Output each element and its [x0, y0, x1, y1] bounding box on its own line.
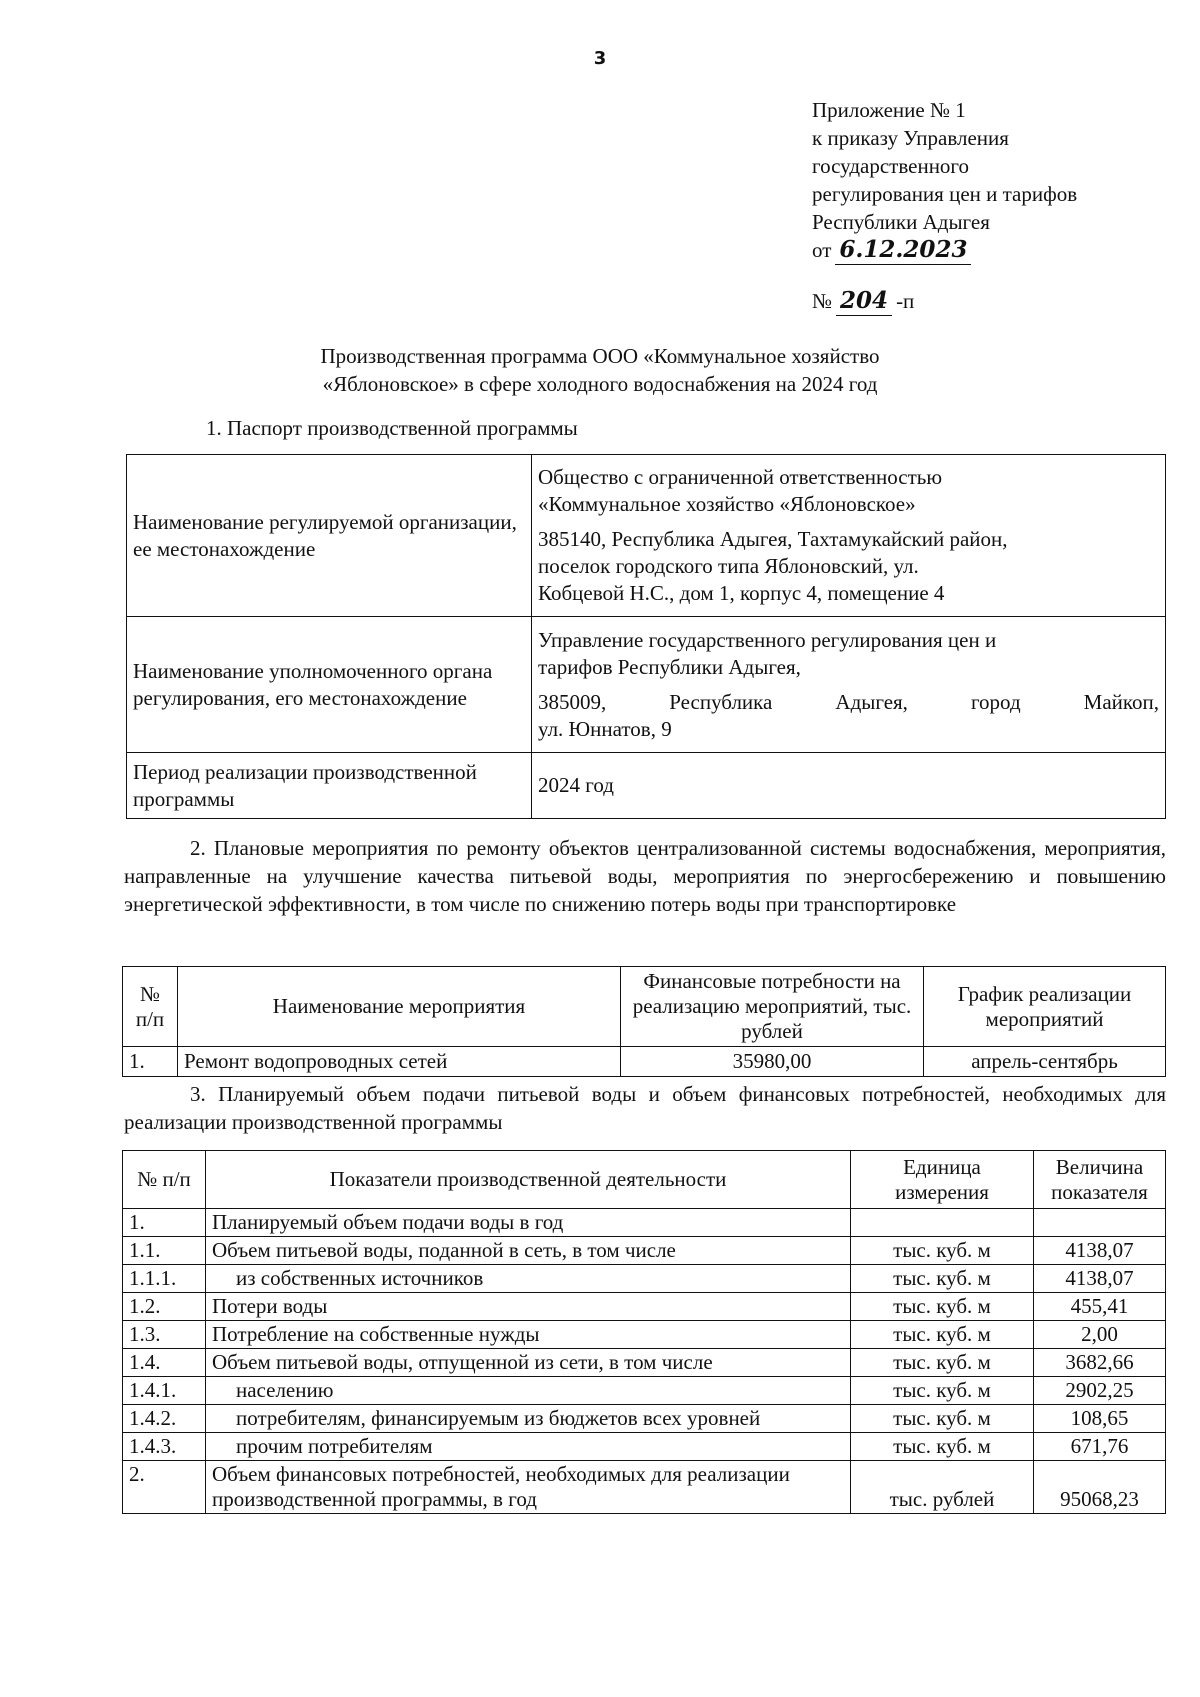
cell-unit: тыс. куб. м — [851, 1237, 1034, 1265]
section-2-text: 2. Плановые мероприятия по ремонту объектов централизованной системы водоснабжения, мероприятия, направленные на улучшение качества питьевой воды, мероприятия по энергосбережению и повышению энергетической эффективности, в том числе по снижению потерь воды при транспортировке — [124, 836, 1166, 916]
value-line: Кобцевой Н.С., дом 1, корпус 4, помещение 4 — [538, 581, 945, 605]
passport-table — [126, 454, 1166, 819]
value-line: ул. Юннатов, 9 — [538, 716, 672, 741]
cell-unit — [851, 1209, 1034, 1237]
number-prefix: № — [812, 289, 833, 313]
address-part: Майкоп, — [1083, 689, 1159, 714]
measures-table — [122, 966, 1166, 1077]
table-row — [123, 1377, 1166, 1405]
cell-unit: тыс. куб. м — [851, 1433, 1034, 1461]
handwritten-number: 204 — [836, 287, 892, 316]
page-number: 3 — [593, 48, 607, 69]
table-row — [123, 1047, 1166, 1077]
cell-num: 2. — [123, 1461, 206, 1514]
cell-name: из собственных источников — [206, 1265, 851, 1293]
cell-num: 1.1. — [123, 1237, 206, 1265]
passport-value — [532, 617, 1166, 753]
cell-num: 1.4.2. — [123, 1405, 206, 1433]
cell-value: 108,65 — [1034, 1405, 1166, 1433]
appendix-block — [812, 96, 1077, 316]
number-suffix: -п — [896, 289, 915, 313]
cell-num: 1.4.1. — [123, 1377, 206, 1405]
appendix-line: к приказу Управления — [812, 126, 1009, 150]
address-part: Республика — [669, 689, 773, 714]
cell-finance: 35980,00 — [621, 1047, 924, 1077]
cell-value: 4138,07 — [1034, 1237, 1166, 1265]
cell-name: Ремонт водопроводных сетей — [178, 1047, 621, 1077]
cell-value: 4138,07 — [1034, 1265, 1166, 1293]
address-part: 385009, — [538, 689, 607, 714]
indicators-body — [123, 1209, 1166, 1514]
cell-unit: тыс. куб. м — [851, 1321, 1034, 1349]
cell-unit: тыс. куб. м — [851, 1265, 1034, 1293]
table-row — [123, 1293, 1166, 1321]
table-row — [123, 1209, 1166, 1237]
date-prefix: от — [812, 238, 832, 262]
table-row — [123, 1237, 1166, 1265]
cell-name: Объем питьевой воды, отпущенной из сети, в том числе — [206, 1349, 851, 1377]
cell-value — [1034, 1209, 1166, 1237]
cell-num: 1. — [123, 1047, 178, 1077]
address-part: Адыгея, — [835, 689, 908, 714]
header-schedule: График реализации мероприятий — [924, 967, 1166, 1047]
title-line-2: «Яблоновское» в сфере холодного водоснабжения на 2024 год — [322, 372, 878, 396]
table-header-row — [123, 967, 1166, 1047]
table-header-row — [123, 1151, 1166, 1209]
header-name: Показатели производственной деятельности — [206, 1151, 851, 1209]
cell-num: 1.3. — [123, 1321, 206, 1349]
cell-num: 1.2. — [123, 1293, 206, 1321]
address-part: город — [970, 689, 1021, 714]
value-line: тарифов Республики Адыгея, — [538, 654, 801, 679]
header-unit: Единица измерения — [851, 1151, 1034, 1209]
cell-schedule: апрель-сентябрь — [924, 1047, 1166, 1077]
appendix-line: Республики Адыгея — [812, 210, 990, 234]
appendix-number-line — [812, 287, 1077, 316]
cell-name: Планируемый объем подачи воды в год — [206, 1209, 851, 1237]
header-name: Наименование мероприятия — [178, 967, 621, 1047]
cell-unit: тыс. куб. м — [851, 1293, 1034, 1321]
passport-value — [532, 455, 1166, 617]
value-line: Управление государственного регулирования цен и — [538, 627, 997, 652]
cell-num: 1.1.1. — [123, 1265, 206, 1293]
cell-name: Объем финансовых потребностей, необходимых для реализации производственной программы, в год — [206, 1461, 851, 1514]
cell-unit: тыс. куб. м — [851, 1405, 1034, 1433]
table-row — [123, 1405, 1166, 1433]
value-line: Общество с ограниченной ответственностью — [538, 465, 943, 489]
passport-label: Наименование регулируемой организации, ее местонахождение — [127, 455, 532, 617]
table-row — [127, 753, 1166, 819]
table-row — [123, 1321, 1166, 1349]
passport-label: Наименование уполномоченного органа регулирования, его местонахождение — [127, 617, 532, 753]
table-row — [123, 1349, 1166, 1377]
cell-unit: тыс. рублей — [851, 1461, 1034, 1514]
table-row — [123, 1433, 1166, 1461]
table-row — [127, 455, 1166, 617]
table-row — [123, 1265, 1166, 1293]
header-finance: Финансовые потребности на реализацию мероприятий, тыс. рублей — [621, 967, 924, 1047]
section-3-heading — [124, 1080, 1166, 1136]
section-2-heading — [124, 834, 1166, 918]
cell-value: 455,41 — [1034, 1293, 1166, 1321]
cell-name: потребителям, финансируемым из бюджетов всех уровней — [206, 1405, 851, 1433]
document-title — [0, 342, 1200, 398]
cell-name: Потери воды — [206, 1293, 851, 1321]
cell-unit: тыс. куб. м — [851, 1377, 1034, 1405]
value-line: поселок городского типа Яблоновский, ул. — [538, 554, 919, 578]
section-3-text: 3. Планируемый объем подачи питьевой воды и объем финансовых потребностей, необходимых для реализации производственной программы — [124, 1082, 1166, 1134]
address-line — [538, 689, 1159, 716]
header-value: Величина показателя — [1034, 1151, 1166, 1209]
cell-unit: тыс. куб. м — [851, 1349, 1034, 1377]
table-row — [123, 1461, 1166, 1514]
header-num: № п/п — [123, 1151, 206, 1209]
cell-name: прочим потребителям — [206, 1433, 851, 1461]
cell-num: 1.4. — [123, 1349, 206, 1377]
value-line: «Коммунальное хозяйство «Яблоновское» — [538, 492, 916, 516]
cell-name: Объем питьевой воды, поданной в сеть, в том числе — [206, 1237, 851, 1265]
passport-label: Период реализации производственной программы — [127, 753, 532, 819]
cell-value: 95068,23 — [1034, 1461, 1166, 1514]
passport-value: 2024 год — [532, 753, 1166, 819]
cell-name: населению — [206, 1377, 851, 1405]
cell-name: Потребление на собственные нужды — [206, 1321, 851, 1349]
cell-value: 2,00 — [1034, 1321, 1166, 1349]
header-num: № п/п — [123, 967, 178, 1047]
appendix-line: Приложение № 1 — [812, 98, 966, 122]
appendix-date-line — [812, 236, 1077, 265]
table-row — [127, 617, 1166, 753]
title-line-1: Производственная программа ООО «Коммунальное хозяйство — [320, 344, 880, 368]
handwritten-date: 6.12.2023 — [835, 236, 971, 265]
cell-num: 1.4.3. — [123, 1433, 206, 1461]
appendix-line: регулирования цен и тарифов — [812, 182, 1078, 206]
appendix-line: государственного — [812, 154, 970, 178]
cell-value: 2902,25 — [1034, 1377, 1166, 1405]
cell-num: 1. — [123, 1209, 206, 1237]
section-1-heading: 1. Паспорт производственной программы — [206, 416, 578, 440]
cell-value: 671,76 — [1034, 1433, 1166, 1461]
value-line: 385140, Республика Адыгея, Тахтамукайский район, — [538, 527, 1008, 551]
indicators-table — [122, 1150, 1166, 1514]
cell-value: 3682,66 — [1034, 1349, 1166, 1377]
